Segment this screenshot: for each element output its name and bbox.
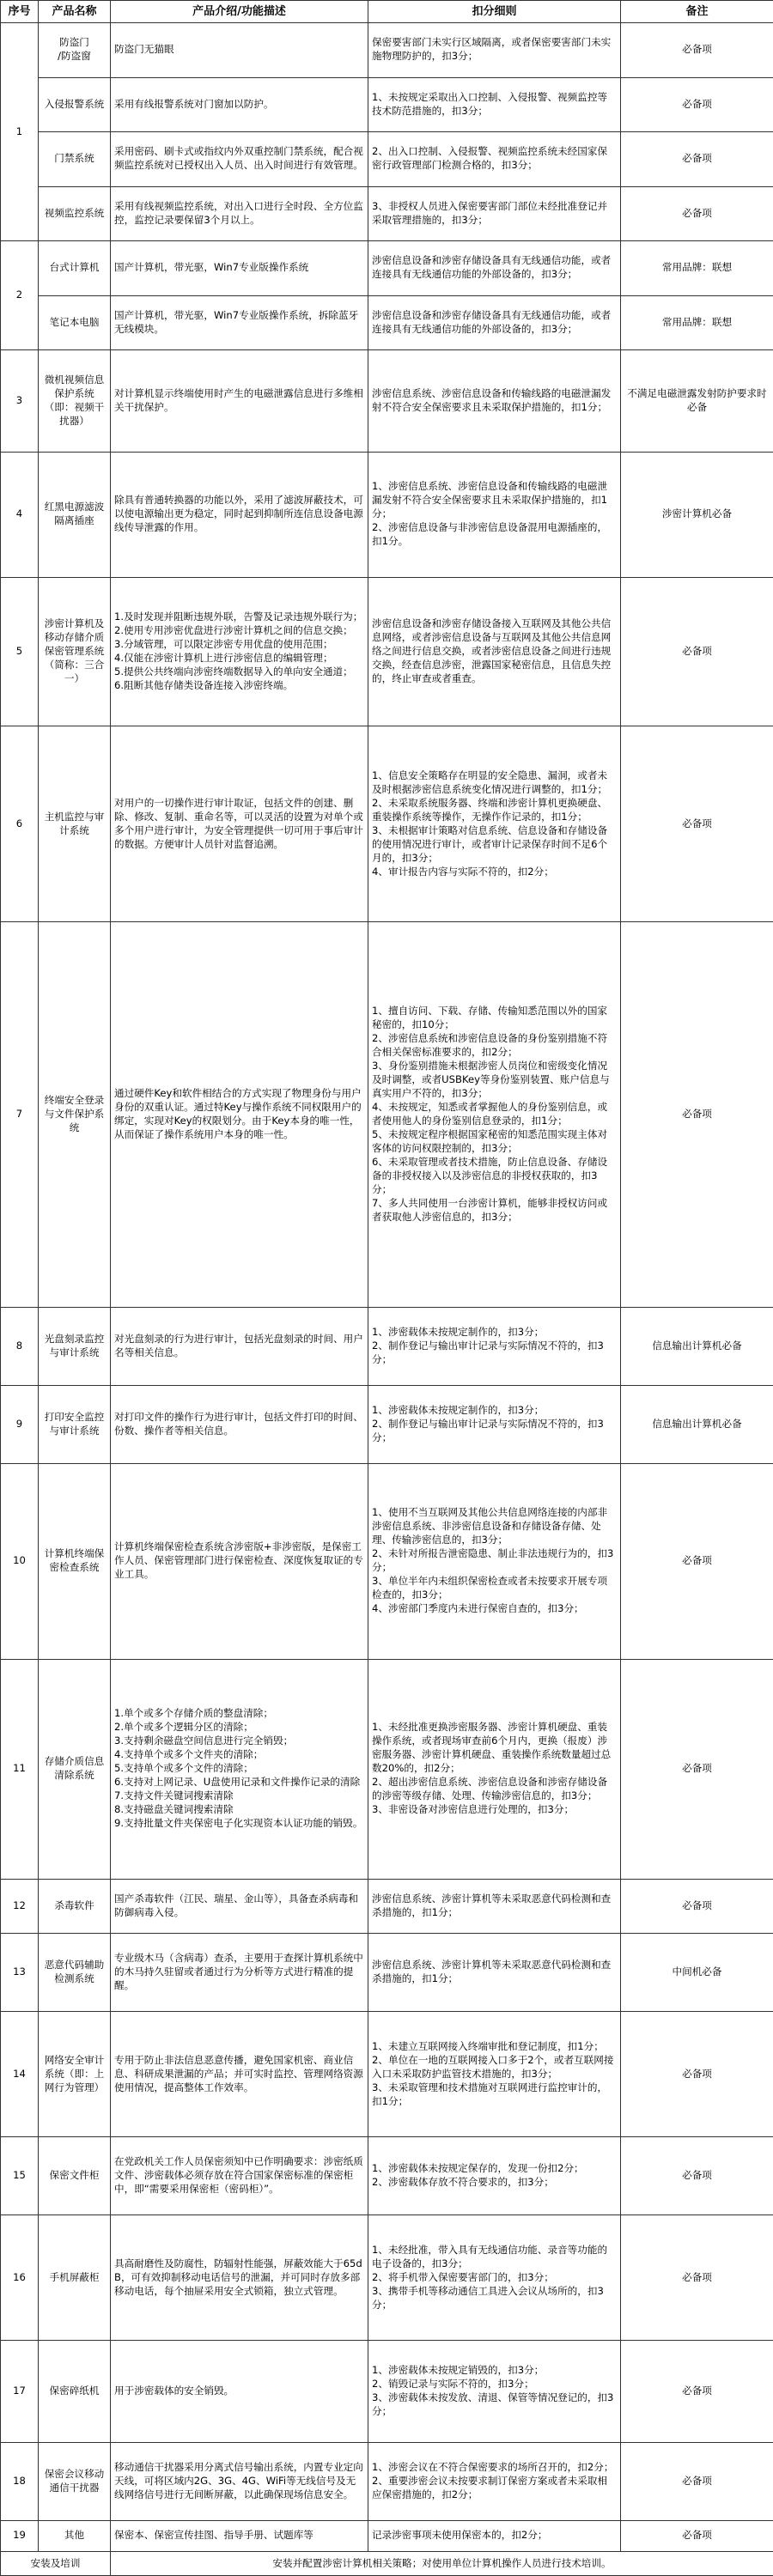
product-name-cell: 恶意代码辅助检测系统 xyxy=(39,1934,111,2012)
row-seq: 5 xyxy=(1,577,39,726)
deduction-rules-cell: 涉密信息设备和涉密存储设备接入互联网及其他公共信息网络，或者涉密信息设备与互联网及其他公共信息网络之间进行信息交换，或者涉密信息设备之间进行违规交换，经查信息涉密，泄露国家秘密信息，且信息失控的，终止审查或者重查。 xyxy=(368,577,621,726)
product-name-cell: 主机监控与审计系统 xyxy=(39,726,111,922)
product-desc-cell: 国产计算机，带光驱，Win7专业版操作系统，拆除蓝牙无线模块。 xyxy=(111,295,368,350)
deduction-rules-cell: 1、涉密载体未按规定制作的，扣3分； 2、制作登记与输出审计记录与实际情况不符的，扣3分； xyxy=(368,1307,621,1385)
row-seq: 14 xyxy=(1,2012,39,2137)
deduction-rules-cell: 涉密信息系统、涉密信息设备和传输线路的电磁泄漏发射不符合安全保密要求且未采取保护措施的，扣1分； xyxy=(368,350,621,452)
table-row xyxy=(1,922,773,1307)
product-desc-cell: 通过硬件Key和软件相结合的方式实现了物理身份与用户身份的双重认证。通过特Key与操作系统不同权限用户的绑定，实现对Key的权限划分。由于Key本身的唯一性，从而保证了操作系统用户本身的唯一性。 xyxy=(111,922,368,1307)
product-name-cell: 光盘刻录监控与审计系统 xyxy=(39,1307,111,1385)
row-seq: 19 xyxy=(1,2520,39,2551)
deduction-rules-cell: 1、涉密载体未按规定保存的，发现一份扣2分； 2、涉密载体存放不符合要求的，扣3分； xyxy=(368,2137,621,2215)
note-cell: 必备项 xyxy=(621,1659,773,1879)
product-name-cell: 其他 xyxy=(39,2520,111,2551)
note-cell: 必备项 xyxy=(621,726,773,922)
note-cell: 必备项 xyxy=(621,577,773,726)
note-cell: 必备项 xyxy=(621,1463,773,1659)
product-name-cell: 红黑电源滤波隔离插座 xyxy=(39,452,111,577)
product-name-cell: 保密会议移动通信干扰器 xyxy=(39,2442,111,2520)
deduction-rules-cell: 2、出入口控制、入侵报警、视频监控系统未经国家保密行政管理部门检测合格的，扣3分； xyxy=(368,132,621,187)
product-desc-cell: 对计算机显示终端使用时产生的电磁泄露信息进行多维相关干扰保护。 xyxy=(111,350,368,452)
row-seq: 12 xyxy=(1,1879,39,1934)
product-name-cell: 网络安全审计系统（即：上网行为管理） xyxy=(39,2012,111,2137)
product-desc-cell: 移动通信干扰器采用分离式信号输出系统，内置专业定向天线，可将区域内2G、3G、4G、WiFi等无线信号及无线网络信号进行无间断屏蔽，以此确保现场信息安全。 xyxy=(111,2442,368,2520)
product-desc-cell: 国产计算机，带光驱，Win7专业版操作系统 xyxy=(111,241,368,296)
note-cell: 必备项 xyxy=(621,1879,773,1934)
header-desc: 产品介绍/功能描述 xyxy=(111,1,368,23)
product-desc-cell: 对光盘刻录的行为进行审计，包括光盘刻录的时间、用户名等相关信息。 xyxy=(111,1307,368,1385)
row-seq: 4 xyxy=(1,452,39,577)
deduction-rules-cell: 1、涉密信息系统、涉密信息设备和传输线路的电磁泄漏发射不符合安全保密要求且未采取保护措施的，扣1分； 2、涉密信息设备与非涉密信息设备混用电源插座的，扣1分。 xyxy=(368,452,621,577)
table-row xyxy=(1,2012,773,2137)
product-desc-cell: 在党政机关工作人员保密须知中已作明确要求：涉密纸质文件、涉密载体必须存放在符合国家保密标准的保密柜中，即“需要采用保密柜（密码柜）”。 xyxy=(111,2137,368,2215)
row-seq: 16 xyxy=(1,2215,39,2341)
table-row xyxy=(1,1934,773,2012)
note-cell: 必备项 xyxy=(621,2442,773,2520)
deduction-rules-cell: 涉密信息系统、涉密计算机等未采取恶意代码检测和查杀措施的，扣1分； xyxy=(368,1879,621,1934)
product-name-cell: 视频监控系统 xyxy=(39,186,111,241)
product-desc-cell: 采用有线报警系统对门窗加以防护。 xyxy=(111,77,368,132)
table-row xyxy=(1,77,773,132)
table-row xyxy=(1,2341,773,2442)
deduction-rules-cell: 1、涉密会议在不符合保密要求的场所召开的，扣2分； 2、重要涉密会议未按要求制订保密方案或者未采取相应保密措施的，扣2分； xyxy=(368,2442,621,2520)
note-cell: 中间机必备 xyxy=(621,1934,773,2012)
row-seq: 6 xyxy=(1,726,39,922)
table-row xyxy=(1,1307,773,1385)
row-seq: 8 xyxy=(1,1307,39,1385)
product-name-cell: 终端安全登录与文件保护系统 xyxy=(39,922,111,1307)
product-name-cell: 保密文件柜 xyxy=(39,2137,111,2215)
product-name-cell: 手机屏蔽柜 xyxy=(39,2215,111,2341)
product-desc-cell: 国产杀毒软件（江民、瑞星、金山等），具备查杀病毒和防御病毒入侵。 xyxy=(111,1879,368,1934)
product-name-cell: 门禁系统 xyxy=(39,132,111,187)
note-cell: 不满足电磁泄露发射防护要求时必备 xyxy=(621,350,773,452)
note-cell: 常用品牌：联想 xyxy=(621,295,773,350)
product-desc-cell: 专用于防止非法信息恶意传播，避免国家机密、商业信息、科研成果泄漏的产品；并可实时监控、管理网络资源使用情况，提高整体工作效率。 xyxy=(111,2012,368,2137)
product-desc-cell: 对打印文件的操作行为进行审计，包括文件打印的时间、份数、操作者等相关信息。 xyxy=(111,1385,368,1463)
deduction-rules-cell: 1、擅自访问、下载、存储、传输知悉范围以外的国家秘密的，扣10分； 2、涉密信息系统和涉密信息设备的身份鉴别措施不符合相关保密标准要求的，扣2分； 3、身份鉴别措施未根据涉密人员岗位和密级变化情况及时调整，或者USBKey等身份鉴别装置、账户信息与真实用户不符的，扣3分； 4、未按规定，知悉或者掌握他人的身份鉴别信息，或者使用他人的身份鉴别信息登录的，扣1分； 5、未按规定程序根据国家秘密的知悉范围实现主体对客体的访问权限控制的，扣3分； 6、未采取管理或者技术措施，防止信息设备、存储设备的非授权接入以及涉密信息的非授权获取的，扣3分； 7、多人共同使用一台涉密计算机，能够非授权访问或者获取他人涉密信息的，扣3分； xyxy=(368,922,621,1307)
table-row xyxy=(1,1385,773,1463)
row-seq: 3 xyxy=(1,350,39,452)
product-name-cell: 计算机终端保密检查系统 xyxy=(39,1463,111,1659)
product-name-cell: 杀毒软件 xyxy=(39,1879,111,1934)
row-seq: 10 xyxy=(1,1463,39,1659)
product-desc-cell: 1.及时发现并阻断违规外联，告警及记录违规外联行为； 2.使用专用涉密优盘进行涉密计算机之间的信息交换； 3.分域管理，可以限定涉密专用优盘的使用范围； 4.仅能在涉密计算机上进行涉密信息的编辑管理； 5.提供公共终端向涉密终端数据导入的单向安全通道； 6.阻断其他存储类设备连接入涉密终端。 xyxy=(111,577,368,726)
deduction-rules-cell: 1、信息安全策略存在明显的安全隐患、漏洞，或者未及时根据涉密信息系统变化情况进行调整的，扣1分； 2、未采取系统服务器、终端和涉密计算机更换硬盘、重装操作系统等操作，无操作作记录的，扣1分； 3、未根据审计策略对信息系统、信息设备和存储设备的使用情况进行审计，或者审计记录保存时间不足6个月的，扣3分； 4、审计报告内容与实际不符的，扣2分； xyxy=(368,726,621,922)
product-desc-cell: 具高耐磨性及防腐性，防辐射性能强，屏蔽效能大于65dB，可有效抑制移动电话信号的泄漏，并可同时存放多部移动电话，每个抽屉采用安全式锁箱，独立式管理。 xyxy=(111,2215,368,2341)
table-header-row xyxy=(1,1,773,23)
table-body xyxy=(1,23,773,2552)
footer-text: 安装并配置涉密计算机相关策略；对使用单位计算机操作人员进行技术培训。 xyxy=(111,2552,773,2576)
deduction-rules-cell: 1、未按规定采取出入口控制、入侵报警、视频监控等技术防范措施的，扣3分； xyxy=(368,77,621,132)
table-row xyxy=(1,1463,773,1659)
row-seq: 15 xyxy=(1,2137,39,2215)
product-desc-cell: 1.单个或多个存储介质的整盘清除； 2.单个或多个逻辑分区的清除； 3.支持剩余磁盘空间信息进行完全销毁； 4.支持单个或多个文件夹的清除； 5.支持单个或多个文件的清除； 6.支持对上网记录、U盘使用记录和文件操作记录的清除 7.支持文件关键词搜索清除 8.支持磁盘关键词搜索清除 9.支持批量文件夹保密电子化实现资本认证功能的销毁。 xyxy=(111,1659,368,1879)
product-name-cell: 存储介质信息清除系统 xyxy=(39,1659,111,1879)
table-row xyxy=(1,2215,773,2341)
deduction-rules-cell: 保密要害部门未实行区域隔离，或者保密要害部门未实施物理防护的，扣3分； xyxy=(368,23,621,78)
deduction-rules-cell: 1、涉密载体未按规定销毁的，扣3分； 2、销毁记录与实际不符的，扣3分； 3、涉密载体未按发放、清退、保管等情况登记的，扣3分； xyxy=(368,2341,621,2442)
deduction-rules-cell: 涉密信息设备和涉密存储设备具有无线通信功能，或者连接具有无线通信功能的外部设备的，扣3分； xyxy=(368,295,621,350)
product-name-cell: 笔记本电脑 xyxy=(39,295,111,350)
product-desc-cell: 采用有线视频监控系统，对出入口进行全时段、全方位监控，监控记录要保留3个月以上。 xyxy=(111,186,368,241)
deduction-rules-cell: 1、未经批准，带入具有无线通信功能、录音等功能的电子设备的，扣3分； 2、将手机带入保密要害部门的，扣3分； 3、携带手机等移动通信工具进入会议从场所的，扣3分； xyxy=(368,2215,621,2341)
product-desc-cell: 用于涉密载体的安全销毁。 xyxy=(111,2341,368,2442)
note-cell: 必备项 xyxy=(621,23,773,78)
deduction-rules-cell: 1、使用不当互联网及其他公共信息网络连接的内部非涉密信息系统、非涉密信息设备和存储设备存储、处理、传输涉密信息的，扣3分； 2、未针对所报告泄密隐患、制止非法违规行为的，扣3分； 3、单位半年内未组织保密检查或者未按要求开展专项检查的，扣3分； 4、涉密部门季度内未进行保密自查的，扣3分； xyxy=(368,1463,621,1659)
row-seq: 17 xyxy=(1,2341,39,2442)
row-seq: 11 xyxy=(1,1659,39,1879)
product-name-cell: 涉密计算机及移动存储介质保密管理系统（简称：三合一） xyxy=(39,577,111,726)
row-seq: 13 xyxy=(1,1934,39,2012)
table-row xyxy=(1,241,773,296)
note-cell: 必备项 xyxy=(621,2137,773,2215)
table-row xyxy=(1,452,773,577)
product-desc-cell: 对用户的一切操作进行审计取证，包括文件的创建、删除、修改、复制、重命名等，可以灵活的设置为对单个或多个用户进行审计，为安全管理提供一切可用于事后审计的数据。方便审计人员针对监督追溯。 xyxy=(111,726,368,922)
table-row xyxy=(1,2520,773,2551)
table-row xyxy=(1,577,773,726)
deduction-rules-cell: 3、非授权人员进入保密要害部门部位未经批准登记并采取管理措施的，扣3分； xyxy=(368,186,621,241)
table-row xyxy=(1,1659,773,1879)
note-cell: 必备项 xyxy=(621,2012,773,2137)
row-seq: 2 xyxy=(1,241,39,350)
note-cell: 必备项 xyxy=(621,922,773,1307)
note-cell: 必备项 xyxy=(621,186,773,241)
note-cell: 必备项 xyxy=(621,132,773,187)
table-row xyxy=(1,295,773,350)
product-desc-cell: 采用密码、刷卡式或指纹内外双重控制门禁系统，配合视频监控系统对已授权出入人员、出入时间进行有效管理。 xyxy=(111,132,368,187)
row-seq: 7 xyxy=(1,922,39,1307)
note-cell: 常用品牌：联想 xyxy=(621,241,773,296)
product-name-cell: 入侵报警系统 xyxy=(39,77,111,132)
product-desc-cell: 除具有普通转换器的功能以外，采用了滤波屏蔽技术，可以使电源输出更为稳定，同时起到抑制所连信息设备电源线传导泄露的作用。 xyxy=(111,452,368,577)
table-row xyxy=(1,23,773,78)
note-cell: 必备项 xyxy=(621,2341,773,2442)
table-row xyxy=(1,1879,773,1934)
footer-row xyxy=(1,2552,773,2576)
header-product: 产品名称 xyxy=(39,1,111,23)
deduction-rules-cell: 记录涉密事项未使用保密本的，扣2分； xyxy=(368,2520,621,2551)
deduction-rules-cell: 1、未建立互联网接入终端审批和登记制度，扣1分； 2、单位在一地的互联网接入口多于2个，或者互联网接入口未采取防护监管技术措施的，扣3分； 3、未采取管理和技术措施对互联网进行监控审计的，扣1分； xyxy=(368,2012,621,2137)
note-cell: 必备项 xyxy=(621,77,773,132)
note-cell: 涉密计算机必备 xyxy=(621,452,773,577)
header-note: 备注 xyxy=(621,1,773,23)
footer-label: 安装及培训 xyxy=(1,2552,111,2576)
table-row xyxy=(1,726,773,922)
table-row xyxy=(1,132,773,187)
product-name-cell: 台式计算机 xyxy=(39,241,111,296)
note-cell: 必备项 xyxy=(621,2215,773,2341)
product-name-cell: 保密碎纸机 xyxy=(39,2341,111,2442)
row-seq: 9 xyxy=(1,1385,39,1463)
product-name-cell: 防盗门 /防盗窗 xyxy=(39,23,111,78)
note-cell: 信息输出计算机必备 xyxy=(621,1307,773,1385)
product-desc-cell: 保密本、保密宣传挂图、指导手册、试题库等 xyxy=(111,2520,368,2551)
table-row xyxy=(1,186,773,241)
deduction-rules-cell: 涉密信息系统、涉密计算机等未采取恶意代码检测和查杀措施的，扣1分； xyxy=(368,1934,621,2012)
product-name-cell: 微机视频信息保护系统（即：视频干扰器） xyxy=(39,350,111,452)
deduction-rules-cell: 1、涉密载体未按规定制作的，扣3分； 2、制作登记与输出审计记录与实际情况不符的，扣3分； xyxy=(368,1385,621,1463)
product-desc-cell: 计算机终端保密检查系统含涉密版+非涉密版，是保密工作人员、保密管理部门进行保密检查、深度恢复取证的专业工具。 xyxy=(111,1463,368,1659)
header-rules: 扣分细则 xyxy=(368,1,621,23)
table-row xyxy=(1,2137,773,2215)
row-seq: 18 xyxy=(1,2442,39,2520)
product-desc-cell: 专业级木马（含病毒）查杀，主要用于查探计算机系统中的木马持久驻留或者通过行为分析等方式进行精准的提醒。 xyxy=(111,1934,368,2012)
note-cell: 必备项 xyxy=(621,2520,773,2551)
note-cell: 信息输出计算机必备 xyxy=(621,1385,773,1463)
deduction-rules-cell: 涉密信息设备和涉密存储设备具有无线通信功能，或者连接具有无线通信功能的外部设备的，扣3分； xyxy=(368,241,621,296)
product-name-cell: 打印安全监控与审计系统 xyxy=(39,1385,111,1463)
header-seq: 序号 xyxy=(1,1,39,23)
row-seq: 1 xyxy=(1,23,39,241)
product-desc-cell: 防盗门无猫眼 xyxy=(111,23,368,78)
deduction-rules-cell: 1、未经批准更换涉密服务器、涉密计算机硬盘、重装操作系统，或者现场审查前6个月内，更换（报废）涉密服务器、涉密计算机硬盘、重装操作系统数量超过总数20%的，扣2分； 2、超出涉密信息系统、涉密信息设备和涉密存储设备的涉密等级存储、处理、传输涉密信息的，扣3分； 3、非密设备对涉密信息进行处理的，扣3分； xyxy=(368,1659,621,1879)
table-row xyxy=(1,350,773,452)
table-row xyxy=(1,2442,773,2520)
